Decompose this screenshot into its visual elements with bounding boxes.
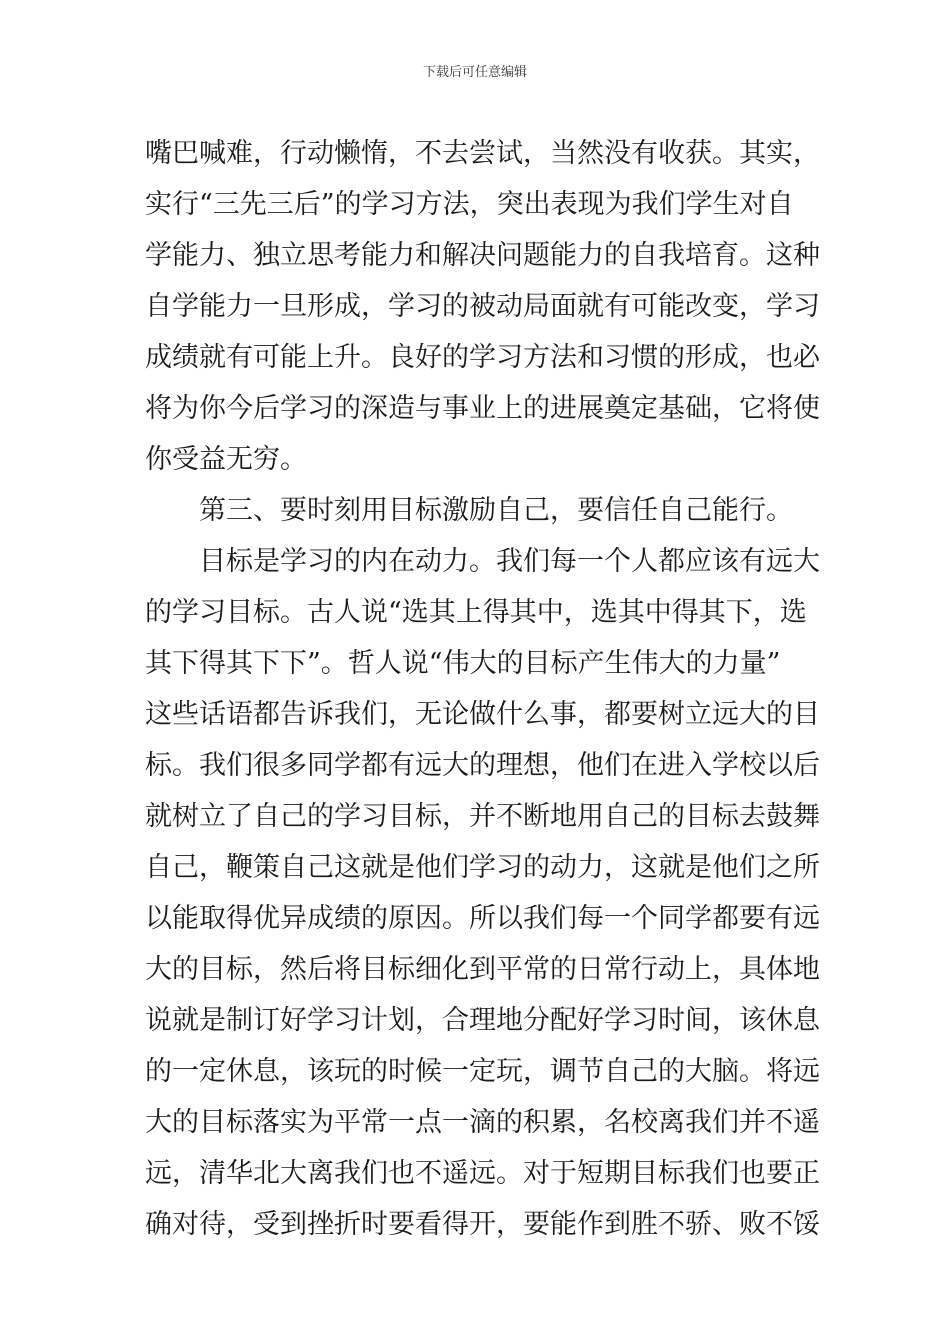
page-header: 下载后可任意编辑 bbox=[422, 65, 527, 80]
text-line: 说就是制订好学习计划，合理地分配好学习时间，该休息 bbox=[145, 1005, 820, 1036]
text-line: 目标是学习的内在动力。我们每一个人都应该有远大 bbox=[199, 546, 820, 577]
text-line: 远，清华北大离我们也不遥远。对于短期目标我们也要正 bbox=[145, 1158, 820, 1189]
text-line: 其下得其下下”。哲人说“伟大的目标产生伟大的力量” bbox=[145, 648, 781, 679]
text-line: 学能力、独立思考能力和解决问题能力的自我培育。这种 bbox=[145, 240, 820, 271]
text-line: 这些话语都告诉我们，无论做什么事，都要树立远大的目 bbox=[145, 699, 820, 730]
text-line: 就树立了自己的学习目标，并不断地用自己的目标去鼓舞 bbox=[145, 801, 820, 832]
text-line: 你受益无穷。 bbox=[145, 444, 307, 475]
text-line: 确对待，受到挫折时要看得开，要能作到胜不骄、败不馁 bbox=[145, 1209, 820, 1240]
body-text bbox=[145, 128, 820, 1250]
text-line: 大的目标，然后将目标细化到平常的日常行动上，具体地 bbox=[145, 954, 820, 985]
section-heading: 第三、要时刻用目标激励自己，要信任自己能行。 bbox=[199, 495, 793, 526]
text-line: 大的目标落实为平常一点一滴的积累，名校离我们并不遥 bbox=[145, 1107, 820, 1138]
text-line: 自己，鞭策自己这就是他们学习的动力，这就是他们之所 bbox=[145, 852, 820, 883]
text-line: 的学习目标。古人说“选其上得其中，选其中得其下，选 bbox=[145, 597, 807, 628]
text-line: 将为你今后学习的深造与事业上的进展奠定基础，它将使 bbox=[145, 393, 820, 424]
text-line: 以能取得优异成绩的原因。所以我们每一个同学都要有远 bbox=[145, 903, 820, 934]
text-line: 自学能力一旦形成，学习的被动局面就有可能改变，学习 bbox=[145, 291, 820, 322]
text-line: 成绩就有可能上升。良好的学习方法和习惯的形成，也必 bbox=[145, 342, 820, 373]
text-line: 标。我们很多同学都有远大的理想，他们在进入学校以后 bbox=[145, 750, 820, 781]
text-line: 的一定休息，该玩的时候一定玩，调节自己的大脑。将远 bbox=[145, 1056, 820, 1087]
text-line: 嘴巴喊难，行动懒惰，不去尝试，当然没有收获。其实， bbox=[145, 138, 820, 169]
text-line: 实行“三先三后”的学习方法，突出表现为我们学生对自 bbox=[145, 189, 794, 220]
